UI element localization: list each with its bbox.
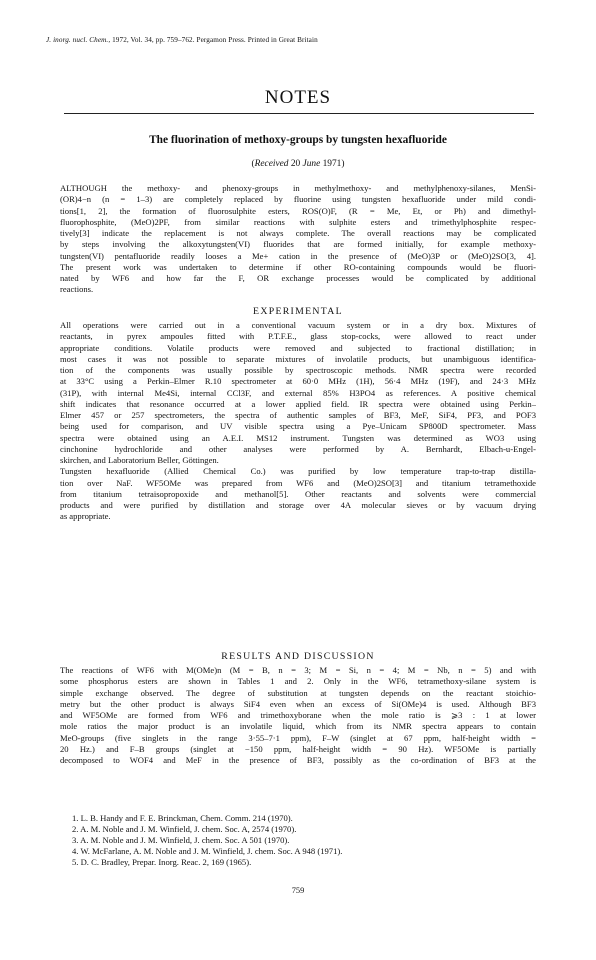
reference-item: 5. D. C. Bradley, Prepar. Inorg. Reac. 2, 169 (1965). bbox=[72, 857, 252, 867]
reference-item: 1. L. B. Handy and F. E. Brinckman, Chem. Comm. 214 (1970). bbox=[72, 813, 293, 823]
results-line: metry but the other product is always SiF4 even when an excess of Si(OMe)4 is used. Although BF3 bbox=[60, 698, 536, 709]
reference-list bbox=[72, 813, 532, 868]
reference-item: 2. A. M. Noble and J. M. Winfield, J. chem. Soc. A, 2574 (1970). bbox=[72, 824, 297, 834]
received-date bbox=[0, 159, 596, 169]
page-number: 759 bbox=[291, 886, 305, 895]
experimental-line: (31P), with internal Me4Si, internal CCl3F, and external 85% H3PO4 as references. A positive chemical bbox=[60, 387, 536, 398]
experimental-line: tion of the components was usually possible by spectroscopic methods. NMR spectra were recorded bbox=[60, 365, 536, 375]
intro-line: nated by WF6 and how far the F, OR exchange processes would be complicated by additional bbox=[60, 273, 536, 283]
experimental-section bbox=[60, 320, 536, 523]
received-open: ( bbox=[251, 159, 255, 169]
running-header bbox=[46, 36, 318, 44]
experimental-line: Elmer 457 or 257 spectrometers, the spectra of authentic samples of BF3, MeF, SiF4, PF3, and POF3 bbox=[60, 410, 536, 420]
intro-line: tungsten(VI) pentafluoride readily looses a Me+ cation in the presence of (MeO)3P or (MeO)2SO[3, 4]. bbox=[60, 250, 536, 261]
results-line: decomposed to WOF4 and MeF in the presence of BF3, possibly as the co-ordination of BF3 at the bbox=[60, 755, 536, 765]
received-year: 1971) bbox=[320, 159, 345, 169]
experimental-line: at 33°C using a Perkin–Elmer R.10 spectrometer at 60·0 MHz (1H), 56·4 MHz (19F), and 24·3 MHz bbox=[60, 376, 536, 387]
results-line: some phosphorus esters are shown in Tables 1 and 2. Only in the WF6, tetramethoxy-silane system is bbox=[60, 676, 536, 687]
experimental-line: shift indicates that resonance occurred at a lower applied field. IR spectra were obtained using Perkin– bbox=[60, 398, 536, 409]
received-day: 20 bbox=[288, 159, 303, 169]
intro-paragraph bbox=[60, 183, 536, 296]
section-title-notes: NOTES bbox=[264, 87, 332, 108]
article-title: The fluorination of methoxy-groups by tungsten hexafluoride bbox=[149, 134, 447, 146]
results-line: 20 Hz.) and F–B groups (singlet at −150 ppm, half-height width = 90 Hz). WF5OMe is partially bbox=[60, 743, 536, 754]
reference-item: 4. W. McFarlane, A. M. Noble and J. M. Winfield, J. chem. Soc. A 948 (1971). bbox=[72, 846, 343, 856]
results-section bbox=[60, 665, 536, 766]
results-line: The reactions of WF6 with M(OMe)n (M = B, n = 3; M = Si, n = 4; M = Nb, n = 5) and with bbox=[60, 665, 536, 675]
experimental-line: being used for comparison, and UV visible spectra using a Pye–Unicam SP800D spectrometer. Mass bbox=[60, 421, 536, 432]
intro-line: by steps involving the alkoxytungsten(VI) fluorides that are formed initially, for example methoxy- bbox=[60, 239, 536, 250]
experimental-line: as appropriate. bbox=[60, 511, 111, 522]
experimental-line: appropriate conditions. Volatile products were removed and subjected to fractional distillation; in bbox=[60, 342, 536, 353]
results-line: simple exchange observed. The degree of substitution at tungsten depends on the reactant stoichio- bbox=[60, 687, 536, 698]
experimental-line: from titanium tetraisopropoxide and methanol[5]. Other reactants and solvents were commercial bbox=[60, 488, 536, 499]
intro-line: fluorophosphite, (MeO)2PF, from similar reactions with sulphite esters and trimethylphosphite respec- bbox=[60, 216, 536, 227]
intro-line: tively[3] indicate the replacement is not always complete. The overall reactions may be complicated bbox=[60, 228, 536, 238]
intro-line: reactions. bbox=[60, 284, 94, 295]
experimental-line: tion over NaF. WF5OMe was prepared from WF6 and (MeO)2SO[3] and titanium tetramethoxide bbox=[60, 477, 536, 488]
intro-line: tions[1, 2], the formation of fluorosulphite esters, ROS(O)F, (R = Me, Et, or Ph) and dimethyl- bbox=[60, 205, 536, 216]
received-month: June bbox=[302, 159, 321, 169]
journal-name: J. inorg. nucl. Chem., bbox=[46, 36, 111, 44]
title-divider bbox=[64, 113, 534, 114]
results-line: MeO-groups (five singlets in the range 3·55–7·1 ppm), F–W (singlet at 67 ppm, half-height width = bbox=[60, 732, 536, 743]
experimental-line: products and were purified by distillation and storage over 4A molecular sieves or by vacuum drying bbox=[60, 500, 536, 510]
results-line: mole ratios the major product is an involatile liquid, which from its NMR spectra appears to contain bbox=[60, 721, 536, 732]
experimental-line: skirchen, and Laboratorium Beller, Göttingen. bbox=[60, 455, 219, 465]
received-word: Received bbox=[254, 159, 289, 169]
experimental-line: All operations were carried out in a conventional vacuum system or in a dry box. Mixtures of bbox=[60, 320, 536, 330]
experimental-line: most cases it was not possible to separate mixtures of involatile products, but unambiguous identifica- bbox=[60, 353, 536, 364]
intro-line: ALTHOUGH the methoxy- and phenoxy-groups in methylmethoxy- and methylphenoxy-silanes, MenSi- bbox=[60, 183, 536, 193]
experimental-line: Tungsten hexafluoride (Allied Chemical Co.) was purified by low temperature trap-to-trap distilla- bbox=[60, 466, 536, 477]
experimental-line: cinchonine hydrochloride and other analyses were performed by A. Bernhardt, Elbach-u-Engel- bbox=[60, 443, 536, 454]
experimental-heading: EXPERIMENTAL bbox=[253, 306, 343, 317]
results-heading: RESULTS AND DISCUSSION bbox=[221, 651, 375, 662]
intro-line: The present work was undertaken to determine if other RO-containing compounds would be fluori- bbox=[60, 261, 536, 272]
publication-info: 1972, Vol. 34, pp. 759–762. Pergamon Press. Printed in Great Britain bbox=[110, 36, 318, 44]
experimental-line: spectra were obtained using an A.E.I. MS12 instrument. Tungsten was determined as WO3 using bbox=[60, 432, 536, 443]
intro-line: (OR)4−n (n = 1–3) are completely replaced by fluorine using tungsten hexafluoride under mild condi- bbox=[60, 194, 536, 205]
results-line: and WF5OMe are formed from WF6 and trimethoxyborane when the mole ratio is ⩾3 : 1 at lower bbox=[60, 710, 536, 720]
reference-item: 3. A. M. Noble and J. M. Winfield, J. chem. Soc. A 501 (1970). bbox=[72, 835, 290, 845]
experimental-line: reactants, in pyrex ampoules fitted with P.T.F.E., glass stop-cocks, were allowed to react under bbox=[60, 331, 536, 342]
